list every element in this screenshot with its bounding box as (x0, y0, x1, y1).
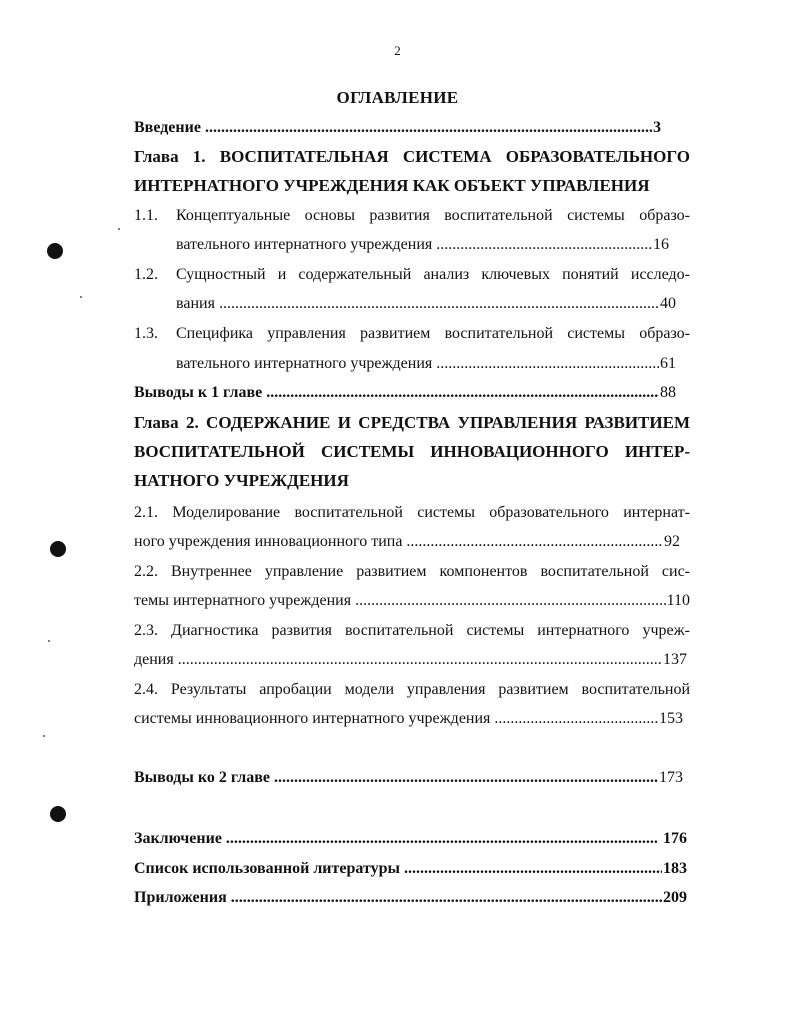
toc-section-1-2-cont (176, 294, 676, 314)
toc-section-1-1-cont (176, 235, 669, 255)
toc-entry-label: Приложения ..... (134, 888, 662, 908)
toc-entry-page: 3 (653, 119, 661, 136)
section-number: 1.2. (134, 266, 158, 283)
section-title-line1: Сущностный и содержательный анализ ключевых понятий исследо- (176, 266, 690, 283)
section-number: 1.3. (134, 325, 158, 342)
toc-entry-conclusion-2 (134, 768, 683, 788)
chapter2-heading-line3: НАТНОГО УЧРЕЖДЕНИЯ (134, 471, 349, 490)
toc-section-2-2: 2.2. Внутреннее управление развитием компонентов воспитательной сис- (134, 563, 690, 580)
toc-section-2-1-cont (134, 532, 680, 552)
toc-entry-page: 110 (666, 592, 690, 609)
chapter1-heading-line2: ИНТЕРНАТНОГО УЧРЕЖДЕНИЯ КАК ОБЪЕКТ УПРАВЛЕНИЯ (134, 176, 650, 195)
toc-section-2-3: 2.3. Диагностика развития воспитательной системы интернатного учреж- (134, 622, 690, 639)
toc-entry-appendices (134, 888, 687, 908)
toc-entry-label: Введение ..... (134, 118, 652, 138)
section-title-line2: дения ..... (134, 650, 662, 670)
toc-entry-page: 16 (653, 236, 669, 253)
section-title-line2: ного учреждения инновационного типа ..... (134, 532, 663, 552)
scan-speck (43, 735, 45, 737)
toc-section-1-3 (134, 324, 690, 344)
toc-section-2-1: 2.1. Моделирование воспитательной системы образовательного интернат- (134, 504, 690, 521)
section-number: 1.1. (134, 207, 158, 224)
toc-entry-label: Выводы к 1 главе ..... (134, 383, 659, 403)
punch-hole-1 (47, 243, 63, 259)
toc-entry-page: 40 (660, 295, 676, 312)
toc-section-1-1 (134, 206, 690, 226)
toc-section-2-4-cont (134, 709, 683, 729)
toc-section-2-2-cont (134, 591, 690, 611)
toc-entry-conclusion-1 (134, 383, 676, 403)
toc-section-1-3-cont (176, 354, 676, 374)
section-title-line2: темы интернатного учреждения ..... (134, 591, 666, 611)
toc-entry-label: Заключение ..... (134, 829, 657, 849)
toc-entry-references (134, 859, 687, 879)
toc-entry-page: 173 (659, 769, 683, 786)
section-title-line2: вательного интернатного учреждения ..... (176, 354, 659, 374)
toc-entry-intro (134, 118, 661, 138)
chapter1-heading-line1: Глава 1. ВОСПИТАТЕЛЬНАЯ СИСТЕМА ОБРАЗОВАТЕЛЬНОГО (134, 147, 690, 166)
toc-entry-page: 88 (660, 384, 676, 401)
section-title-line1: Концептуальные основы развития воспитательной системы образо- (176, 207, 690, 224)
toc-entry-page: 92 (664, 533, 680, 550)
toc-entry-label: Список использованной литературы ..... (134, 859, 662, 879)
toc-section-2-3-cont (134, 650, 687, 670)
toc-entry-ending (134, 829, 687, 849)
section-title-line1: Специфика управления развитием воспитательной системы образо- (176, 325, 690, 342)
page-number: 2 (394, 43, 401, 58)
section-title-line2: системы инновационного интернатного учреждения ..... (134, 709, 658, 729)
toc-entry-page: 209 (663, 889, 687, 906)
chapter2-heading-line1: Глава 2. СОДЕРЖАНИЕ И СРЕДСТВА УПРАВЛЕНИЯ РАЗВИТИЕМ (134, 413, 690, 432)
toc-entry-page: 183 (663, 860, 687, 877)
punch-hole-2 (50, 541, 66, 557)
toc-entry-page: 153 (659, 710, 683, 727)
chapter2-heading-line2: ВОСПИТАТЕЛЬНОЙ СИСТЕМЫ ИННОВАЦИОННОГО ИНТЕР- (134, 442, 690, 461)
toc-section-1-2 (134, 265, 690, 285)
toc-entry-page: 176 (663, 830, 687, 847)
scan-speck (80, 296, 82, 298)
toc-section-2-4: 2.4. Результаты апробации модели управления развитием воспитательной (134, 681, 690, 698)
punch-hole-3 (50, 806, 66, 822)
scan-speck (118, 228, 120, 230)
section-title-line2: вательного интернатного учреждения ..... (176, 235, 652, 255)
toc-entry-page: 61 (660, 355, 676, 372)
toc-title: ОГЛАВЛЕНИЕ (336, 88, 459, 107)
section-title-line2: вания ..... (176, 294, 659, 314)
scan-speck (48, 640, 50, 642)
toc-entry-page: 137 (663, 651, 687, 668)
toc-entry-label: Выводы ко 2 главе ..... (134, 768, 658, 788)
